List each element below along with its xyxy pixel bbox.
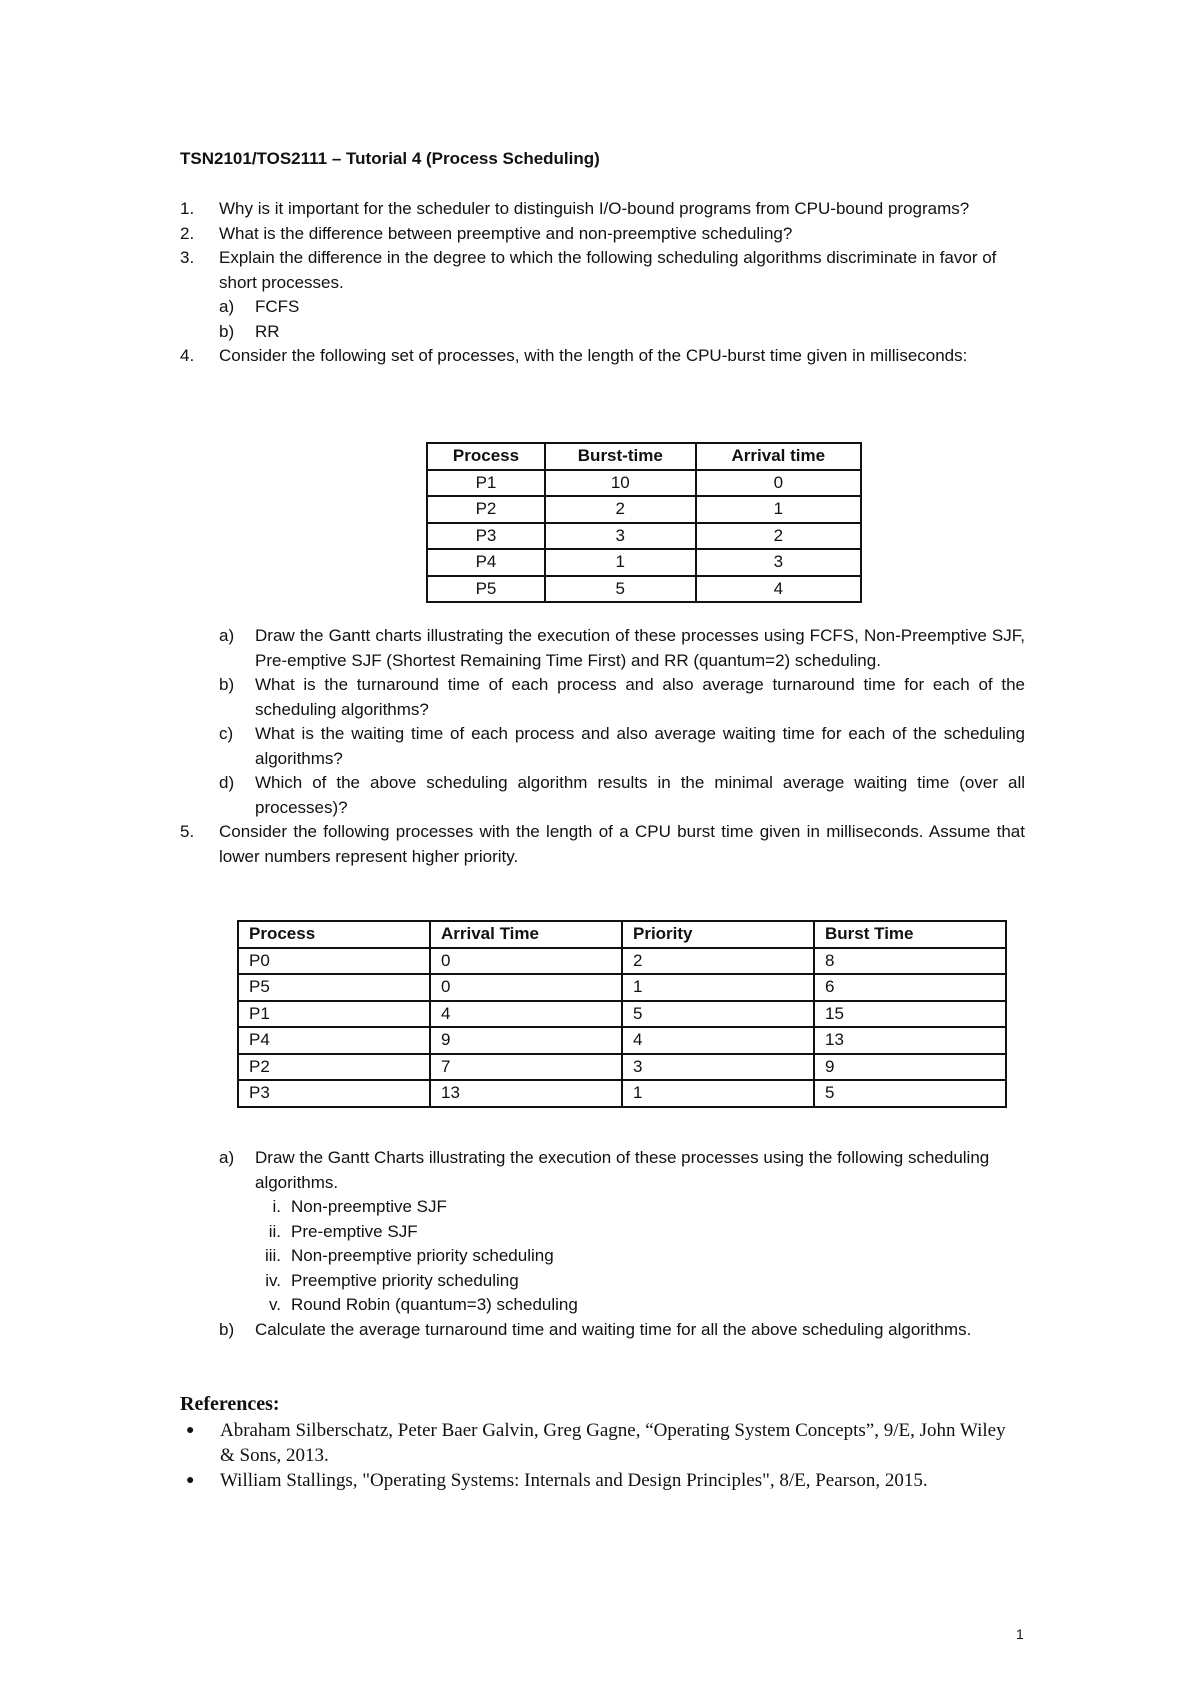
table-row: P0 0 2 8	[238, 948, 1006, 975]
question-5-parts	[180, 1146, 1025, 1342]
question-1-text: Why is it important for the scheduler to distinguish I/O-bound programs from CPU-bound programs?	[219, 199, 970, 218]
question-2-text: What is the difference between preemptive and non-preemptive scheduling?	[219, 223, 793, 243]
list-item: c) What is the waiting time of each process and also average waiting time for each of the scheduling algorithms?	[219, 724, 1025, 768]
table-row: P5 0 1 6	[238, 974, 1006, 1001]
question-4-text: Consider the following set of processes, with the length of the CPU-burst time given in milliseconds:	[219, 346, 968, 365]
list-item: i. Non-preemptive SJF	[272, 1197, 447, 1216]
table-row: P2 2 1	[427, 496, 861, 523]
list-item: iii. Non-preemptive priority scheduling	[264, 1246, 554, 1265]
question-4-parts	[180, 624, 1025, 869]
list-item: ● William Stallings, "Operating Systems: Internals and Design Principles", 8/E, Pearson, 2015.	[186, 1470, 928, 1491]
list-item: v. Round Robin (quantum=3) scheduling	[269, 1295, 578, 1314]
bullet-icon: ●	[186, 1473, 195, 1488]
question-3-text: Explain the difference in the degree to which the following scheduling algorithms discriminate in favor of short processes.	[219, 248, 997, 292]
page-number: 1	[1016, 1626, 1024, 1642]
question-4-subparts	[180, 624, 1025, 820]
table-row: P4 9 4 13	[238, 1027, 1006, 1054]
table-row: P3 13 1 5	[238, 1080, 1006, 1107]
table-row: P1 10 0	[427, 470, 861, 497]
table-row: P2 7 3 9	[238, 1054, 1006, 1081]
question-1: 1. Why is it important for the scheduler to distinguish I/O-bound programs from CPU-bound programs?	[180, 199, 970, 218]
list-item: b) RR	[219, 321, 280, 341]
list-item: b) What is the turnaround time of each process and also average turnaround time for each of the scheduling algorithms?	[219, 675, 1025, 719]
list-item: a) Draw the Gantt charts illustrating the execution of these processes using FCFS, Non-Preemptive SJF, Pre-emptive SJF (Shortest Remaining Time First) and RR (quantum=2) scheduling.	[219, 626, 1025, 670]
list-item: ii. Pre-emptive SJF	[268, 1221, 418, 1241]
question-5: 5. Consider the following processes with the length of a CPU burst time given in milliseconds. Assume that lower numbers represent higher priority.	[180, 822, 1025, 866]
references-heading: References:	[180, 1393, 280, 1415]
process-table-1	[426, 442, 862, 603]
list-item: ● Abraham Silberschatz, Peter Baer Galvin, Greg Gagne, “Operating System Concepts”, 9/E, John Wiley & Sons, 2013.	[186, 1420, 1006, 1466]
list-item: d) Which of the above scheduling algorithm results in the minimal average waiting time (over all processes)?	[219, 773, 1025, 817]
page-title: TSN2101/TOS2111 – Tutorial 4 (Process Scheduling)	[180, 149, 600, 168]
table-row: P5 5 4	[427, 576, 861, 603]
table-row: P4 1 3	[427, 549, 861, 576]
questions-1-4	[180, 197, 1025, 369]
list-item: iv. Preemptive priority scheduling	[265, 1270, 519, 1290]
table-row: P1 4 5 15	[238, 1001, 1006, 1028]
bullet-icon: ●	[186, 1423, 195, 1438]
list-item: a) FCFS	[219, 297, 300, 316]
question-2: 2. What is the difference between preemptive and non-preemptive scheduling?	[180, 223, 793, 243]
table-row: P3 3 2	[427, 523, 861, 550]
table-header-row: Process Arrival Time Priority Burst Time	[238, 921, 1006, 948]
process-table-2	[237, 920, 1007, 1108]
question-5-text: Consider the following processes with the length of a CPU burst time given in milliseconds. Assume that lower numbers represent higher priority.	[219, 822, 1025, 866]
table-header-row: Process Burst-time Arrival time	[427, 443, 861, 470]
question-4: 4. Consider the following set of processes, with the length of the CPU-burst time given in milliseconds:	[180, 346, 968, 365]
question-3: 3. Explain the difference in the degree to which the following scheduling algorithms discriminate in favor of short processes. a) FCFS b) RR	[180, 246, 1025, 344]
list-item: b) Calculate the average turnaround time and waiting time for all the above scheduling algorithms.	[219, 1319, 972, 1339]
references-list	[180, 1418, 1025, 1493]
list-item: a) Draw the Gantt Charts illustrating the execution of these processes using the following scheduling algorithms. i. Non-preemptive SJF ii. Pre-emptive SJF iii. Non-preemptive priority scheduling iv. Preemptive priority scheduling v. Round Robin (quantum=3) scheduling	[219, 1146, 1025, 1318]
